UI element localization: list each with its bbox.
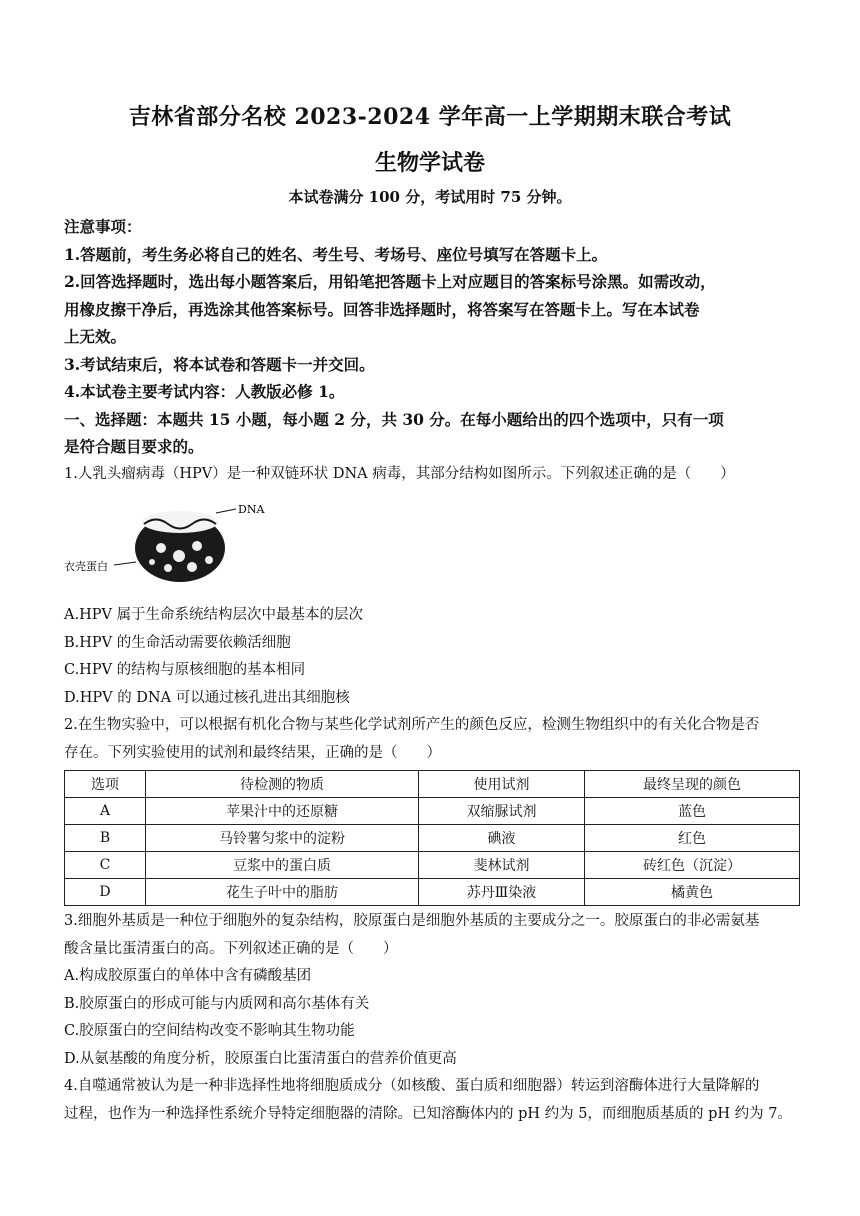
hpv-figure — [64, 496, 802, 596]
table-cell: 双缩脲试剂 — [419, 798, 585, 825]
table-cell: A — [65, 798, 146, 825]
table-cell: 砖红色（沉淀） — [585, 852, 800, 879]
table-header: 待检测的物质 — [146, 771, 419, 798]
q2-stem: 2.在生物实验中，可以根据有机化合物与某些化学试剂所产生的颜色反应，检测生物组织中的有关化合物是否 — [64, 717, 760, 733]
table-cell: D — [65, 879, 146, 906]
table-cell: 豆浆中的蛋白质 — [146, 852, 419, 879]
table-row — [65, 825, 800, 852]
table-row — [65, 852, 800, 879]
q3-stem: 3.细胞外基质是一种位于细胞外的复杂结构，胶原蛋白是细胞外基质的主要成分之一。胶原蛋白的非必需氨基 — [64, 913, 760, 929]
table-cell: 红色 — [585, 825, 800, 852]
q1-option-c: C.HPV 的结构与原核细胞的基本相同 — [64, 662, 306, 678]
table-cell: C — [65, 852, 146, 879]
q3-option-d: D.从氨基酸的角度分析，胶原蛋白比蛋清蛋白的营养价值更高 — [64, 1050, 457, 1067]
hpv-virus-illustration — [64, 496, 324, 596]
note-line: 上无效。 — [64, 327, 127, 346]
note-line: 用橡皮擦干净后，再选涂其他答案标号。回答非选择题时，将答案写在答题卡上。写在本试卷 — [64, 299, 700, 319]
q1-option-a: A.HPV 属于生命系统结构层次中最基本的层次 — [64, 607, 364, 623]
table-cell: B — [65, 825, 146, 852]
table-cell: 斐林试剂 — [419, 852, 585, 879]
capsid-label: 衣壳蛋白 — [64, 560, 108, 573]
section-heading: 一、选择题：本题共 15 小题，每小题 2 分，共 30 分。在每小题给出的四个选项中，只有一项 — [64, 409, 724, 429]
exam-title: 吉林省部分名校 2023-2024 学年高一上学期期末联合考试 — [128, 104, 732, 130]
table-cell: 蓝色 — [585, 798, 800, 825]
notes-heading: 注意事项： — [64, 217, 142, 236]
table-row — [65, 798, 800, 825]
table-header-row — [65, 771, 800, 798]
table-cell: 花生子叶中的脂肪 — [146, 879, 419, 906]
q3-option-b: B.胶原蛋白的形成可能与内质网和高尔基体有关 — [64, 995, 370, 1012]
exam-body — [64, 213, 802, 1128]
q3-option-a: A.构成胶原蛋白的单体中含有磷酸基团 — [64, 968, 312, 984]
table-cell: 马铃薯匀浆中的淀粉 — [146, 825, 419, 852]
q2-stem: 存在。下列实验使用的试剂和最终结果，正确的是（ ） — [64, 744, 441, 761]
q4-stem: 4.自噬通常被认为是一种非选择性地将细胞质成分（如核酸、蛋白质和细胞器）转运到溶酶体进行大量降解的 — [64, 1078, 760, 1094]
note-line: 4.本试卷主要考试内容：人教版必修 1。 — [64, 382, 345, 401]
table-cell: 苹果汁中的还原糖 — [146, 798, 419, 825]
exam-meta: 本试卷满分 100 分，考试用时 75 分钟。 — [288, 188, 572, 206]
table-header: 选项 — [65, 771, 146, 798]
q1-stem: 1.人乳头瘤病毒（HPV）是一种双链环状 DNA 病毒，其部分结构如图所示。下列叙述正确的是（ ） — [64, 465, 735, 482]
section-heading: 是符合题目要求的。 — [64, 437, 204, 456]
dna-label: DNA — [238, 503, 265, 516]
note-line: 1.答题前，考生务必将自己的姓名、考生号、考场号、座位号填写在答题卡上。 — [64, 244, 608, 264]
note-line: 3.考试结束后，将本试卷和答题卡一并交回。 — [64, 354, 375, 374]
table-header: 使用试剂 — [419, 771, 585, 798]
q3-stem: 酸含量比蛋清蛋白的高。下列叙述正确的是（ ） — [64, 940, 398, 957]
exam-subtitle: 生物学试卷 — [374, 150, 485, 176]
table-cell: 碘液 — [419, 825, 585, 852]
q1-option-b: B.HPV 的生命活动需要依赖活细胞 — [64, 634, 291, 651]
table-cell: 苏丹Ⅲ染液 — [419, 879, 585, 906]
q1-option-d: D.HPV 的 DNA 可以通过核孔进出其细胞核 — [64, 689, 350, 706]
q4-stem: 过程，也作为一种选择性系统介导特定细胞器的清除。已知溶酶体内的 pH 约为 5，而细胞质基质的 pH 约为 7。 — [64, 1105, 792, 1122]
note-line: 2.回答选择题时，选出每小题答案后，用铅笔把答题卡上对应题目的答案标号涂黑。如需改动， — [64, 272, 716, 291]
table-cell: 橘黄色 — [585, 879, 800, 906]
q3-option-c: C.胶原蛋白的空间结构改变不影响其生物功能 — [64, 1023, 355, 1039]
table-header: 最终呈现的颜色 — [585, 771, 800, 798]
q2-table — [64, 770, 800, 906]
table-row — [65, 879, 800, 906]
